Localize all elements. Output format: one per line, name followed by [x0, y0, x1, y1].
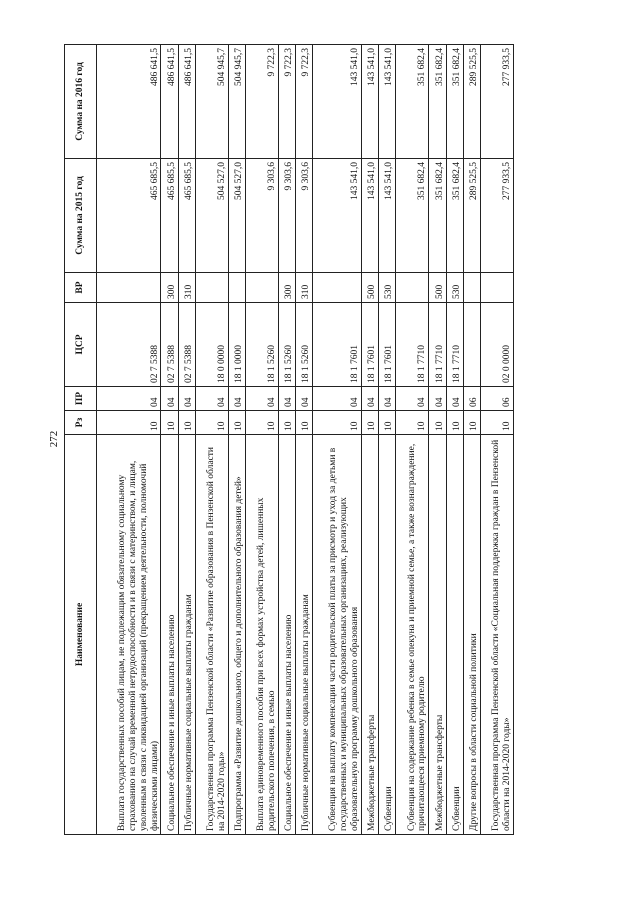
row-vr: 300 — [161, 273, 178, 303]
row-sum-2015: 504 527,0 — [195, 159, 228, 273]
row-csr: 18 1 5260 — [296, 303, 313, 387]
row-rz: 10 — [245, 411, 278, 435]
row-sum-2016: 486 641,5 — [97, 45, 161, 159]
row-rz: 10 — [278, 411, 295, 435]
row-csr: 02 7 5388 — [178, 303, 195, 387]
row-sum-2016: 143 541,0 — [313, 45, 362, 159]
row-rz: 10 — [161, 411, 178, 435]
header-sum-2016: Сумма на 2016 год — [65, 45, 97, 159]
header-csr: ЦСР — [65, 303, 97, 387]
row-sum-2016: 504 945,7 — [228, 45, 245, 159]
row-vr: 500 — [429, 273, 446, 303]
row-sum-2016: 9 722,3 — [245, 45, 278, 159]
row-sum-2016: 486 641,5 — [161, 45, 178, 159]
table-body — [97, 45, 514, 835]
row-rz: 10 — [296, 411, 313, 435]
row-csr: 18 1 7601 — [313, 303, 362, 387]
table-row — [446, 45, 463, 835]
table-row — [480, 45, 513, 835]
row-rz: 10 — [228, 411, 245, 435]
row-name: Публичные нормативные социальные выплаты гражданам — [296, 435, 313, 835]
row-pr: 04 — [296, 387, 313, 411]
table-row — [178, 45, 195, 835]
row-sum-2016: 143 541,0 — [379, 45, 396, 159]
row-rz: 10 — [446, 411, 463, 435]
row-sum-2015: 465 685,5 — [97, 159, 161, 273]
row-vr — [396, 273, 429, 303]
row-csr: 18 0 0000 — [195, 303, 228, 387]
row-csr: 18 1 5260 — [245, 303, 278, 387]
table-row — [228, 45, 245, 835]
table-row — [161, 45, 178, 835]
row-pr: 04 — [228, 387, 245, 411]
row-csr: 18 1 5260 — [278, 303, 295, 387]
row-sum-2016: 351 682,4 — [446, 45, 463, 159]
page-number: 272 — [48, 430, 60, 448]
row-sum-2016: 143 541,0 — [362, 45, 379, 159]
budget-table — [64, 44, 514, 835]
row-sum-2015: 504 527,0 — [228, 159, 245, 273]
row-csr: 18 1 7601 — [379, 303, 396, 387]
row-sum-2016: 277 933,5 — [480, 45, 513, 159]
row-sum-2015: 465 685,5 — [178, 159, 195, 273]
row-name: Другие вопросы в области социальной политики — [463, 435, 480, 835]
row-vr: 310 — [296, 273, 313, 303]
row-name: Межбюджетные трансферты — [362, 435, 379, 835]
row-sum-2016: 486 641,5 — [178, 45, 195, 159]
rotated-page-content — [64, 45, 514, 835]
row-vr — [97, 273, 161, 303]
table-row — [313, 45, 362, 835]
row-rz: 10 — [362, 411, 379, 435]
row-name: Межбюджетные трансферты — [429, 435, 446, 835]
row-pr: 04 — [429, 387, 446, 411]
table-row — [379, 45, 396, 835]
table-header-row — [65, 45, 97, 835]
row-rz: 10 — [178, 411, 195, 435]
row-csr: 18 1 7601 — [362, 303, 379, 387]
header-sum-2015: Сумма на 2015 год — [65, 159, 97, 273]
row-vr: 310 — [178, 273, 195, 303]
row-sum-2016: 351 682,4 — [429, 45, 446, 159]
row-pr: 06 — [480, 387, 513, 411]
row-vr — [245, 273, 278, 303]
header-name: Наименование — [65, 435, 97, 835]
table-row — [296, 45, 313, 835]
table-row — [245, 45, 278, 835]
row-rz: 10 — [97, 411, 161, 435]
row-vr — [313, 273, 362, 303]
row-rz: 10 — [463, 411, 480, 435]
table-row — [97, 45, 161, 835]
row-name: Государственная программа Пензенской области «Социальная поддержка граждан в Пензенской области на 2014-2020 годы» — [480, 435, 513, 835]
row-sum-2015: 143 541,0 — [313, 159, 362, 273]
row-csr: 18 1 7710 — [396, 303, 429, 387]
row-sum-2015: 143 541,0 — [362, 159, 379, 273]
row-pr: 04 — [396, 387, 429, 411]
row-rz: 10 — [429, 411, 446, 435]
row-pr: 04 — [195, 387, 228, 411]
row-csr: 18 1 7710 — [429, 303, 446, 387]
row-name: Субвенции — [446, 435, 463, 835]
row-sum-2016: 9 722,3 — [296, 45, 313, 159]
row-sum-2015: 143 541,0 — [379, 159, 396, 273]
row-vr — [480, 273, 513, 303]
header-vr: ВР — [65, 273, 97, 303]
row-csr: 02 7 5388 — [161, 303, 178, 387]
table-row — [396, 45, 429, 835]
row-sum-2016: 289 525,5 — [463, 45, 480, 159]
row-pr: 06 — [463, 387, 480, 411]
row-csr: 02 7 5388 — [97, 303, 161, 387]
row-sum-2015: 351 682,4 — [429, 159, 446, 273]
header-pr: ПР — [65, 387, 97, 411]
row-sum-2015: 9 303,6 — [278, 159, 295, 273]
table-row — [463, 45, 480, 835]
table-row — [195, 45, 228, 835]
row-name: Социальное обеспечение и иные выплаты населению — [278, 435, 295, 835]
row-vr — [228, 273, 245, 303]
row-sum-2016: 351 682,4 — [396, 45, 429, 159]
row-name: Государственная программа Пензенской области «Развитие образования в Пензенской области на 2014-2020 годы» — [195, 435, 228, 835]
row-sum-2015: 351 682,4 — [396, 159, 429, 273]
row-rz: 10 — [195, 411, 228, 435]
row-pr: 04 — [362, 387, 379, 411]
row-vr: 300 — [278, 273, 295, 303]
row-sum-2015: 277 933,5 — [480, 159, 513, 273]
row-pr: 04 — [245, 387, 278, 411]
row-pr: 04 — [278, 387, 295, 411]
row-name: Субвенция на выплату компенсации части родительской платы за присмотр и уход за детьми в государственных и муниципальных образовательных организациях, реализующих образовательную программу дошкольного образования — [313, 435, 362, 835]
row-csr: 02 0 0000 — [480, 303, 513, 387]
row-name: Выплата государственных пособий лицам, не подлежащим обязательному социальному страхованию на случай временной нетрудоспособности и в связи с материнством, и лицам, уволенным в связи с ликвидацией организаций (прекращением деятельности, полномочий физическими лицами) — [97, 435, 161, 835]
row-rz: 10 — [480, 411, 513, 435]
row-name: Субвенции — [379, 435, 396, 835]
header-rz: Рз — [65, 411, 97, 435]
row-rz: 10 — [379, 411, 396, 435]
row-sum-2016: 504 945,7 — [195, 45, 228, 159]
row-pr: 04 — [161, 387, 178, 411]
row-sum-2015: 289 525,5 — [463, 159, 480, 273]
row-csr: 18 1 0000 — [228, 303, 245, 387]
row-vr: 530 — [379, 273, 396, 303]
table-row — [278, 45, 295, 835]
row-vr: 530 — [446, 273, 463, 303]
row-name: Социальное обеспечение и иные выплаты населению — [161, 435, 178, 835]
row-sum-2016: 9 722,3 — [278, 45, 295, 159]
row-pr: 04 — [178, 387, 195, 411]
row-rz: 10 — [313, 411, 362, 435]
row-name: Подпрограмма «Развитие дошкольного, общего и дополнительного образования детей» — [228, 435, 245, 835]
row-csr — [463, 303, 480, 387]
row-rz: 10 — [396, 411, 429, 435]
row-pr: 04 — [379, 387, 396, 411]
row-name: Публичные нормативные социальные выплаты гражданам — [178, 435, 195, 835]
row-pr: 04 — [97, 387, 161, 411]
row-vr — [195, 273, 228, 303]
row-vr: 500 — [362, 273, 379, 303]
row-sum-2015: 9 303,6 — [296, 159, 313, 273]
row-vr — [463, 273, 480, 303]
row-sum-2015: 465 685,5 — [161, 159, 178, 273]
table-row — [362, 45, 379, 835]
row-sum-2015: 351 682,4 — [446, 159, 463, 273]
row-pr: 04 — [313, 387, 362, 411]
row-pr: 04 — [446, 387, 463, 411]
row-name: Выплата единовременного пособия при всех формах устройства детей, лишенных родительского попечения, в семью — [245, 435, 278, 835]
row-csr: 18 1 7710 — [446, 303, 463, 387]
row-name: Субвенция на содержание ребенка в семье опекуна и приемной семье, а также вознаграждение, причитающееся приемному родителю — [396, 435, 429, 835]
row-sum-2015: 9 303,6 — [245, 159, 278, 273]
table-row — [429, 45, 446, 835]
